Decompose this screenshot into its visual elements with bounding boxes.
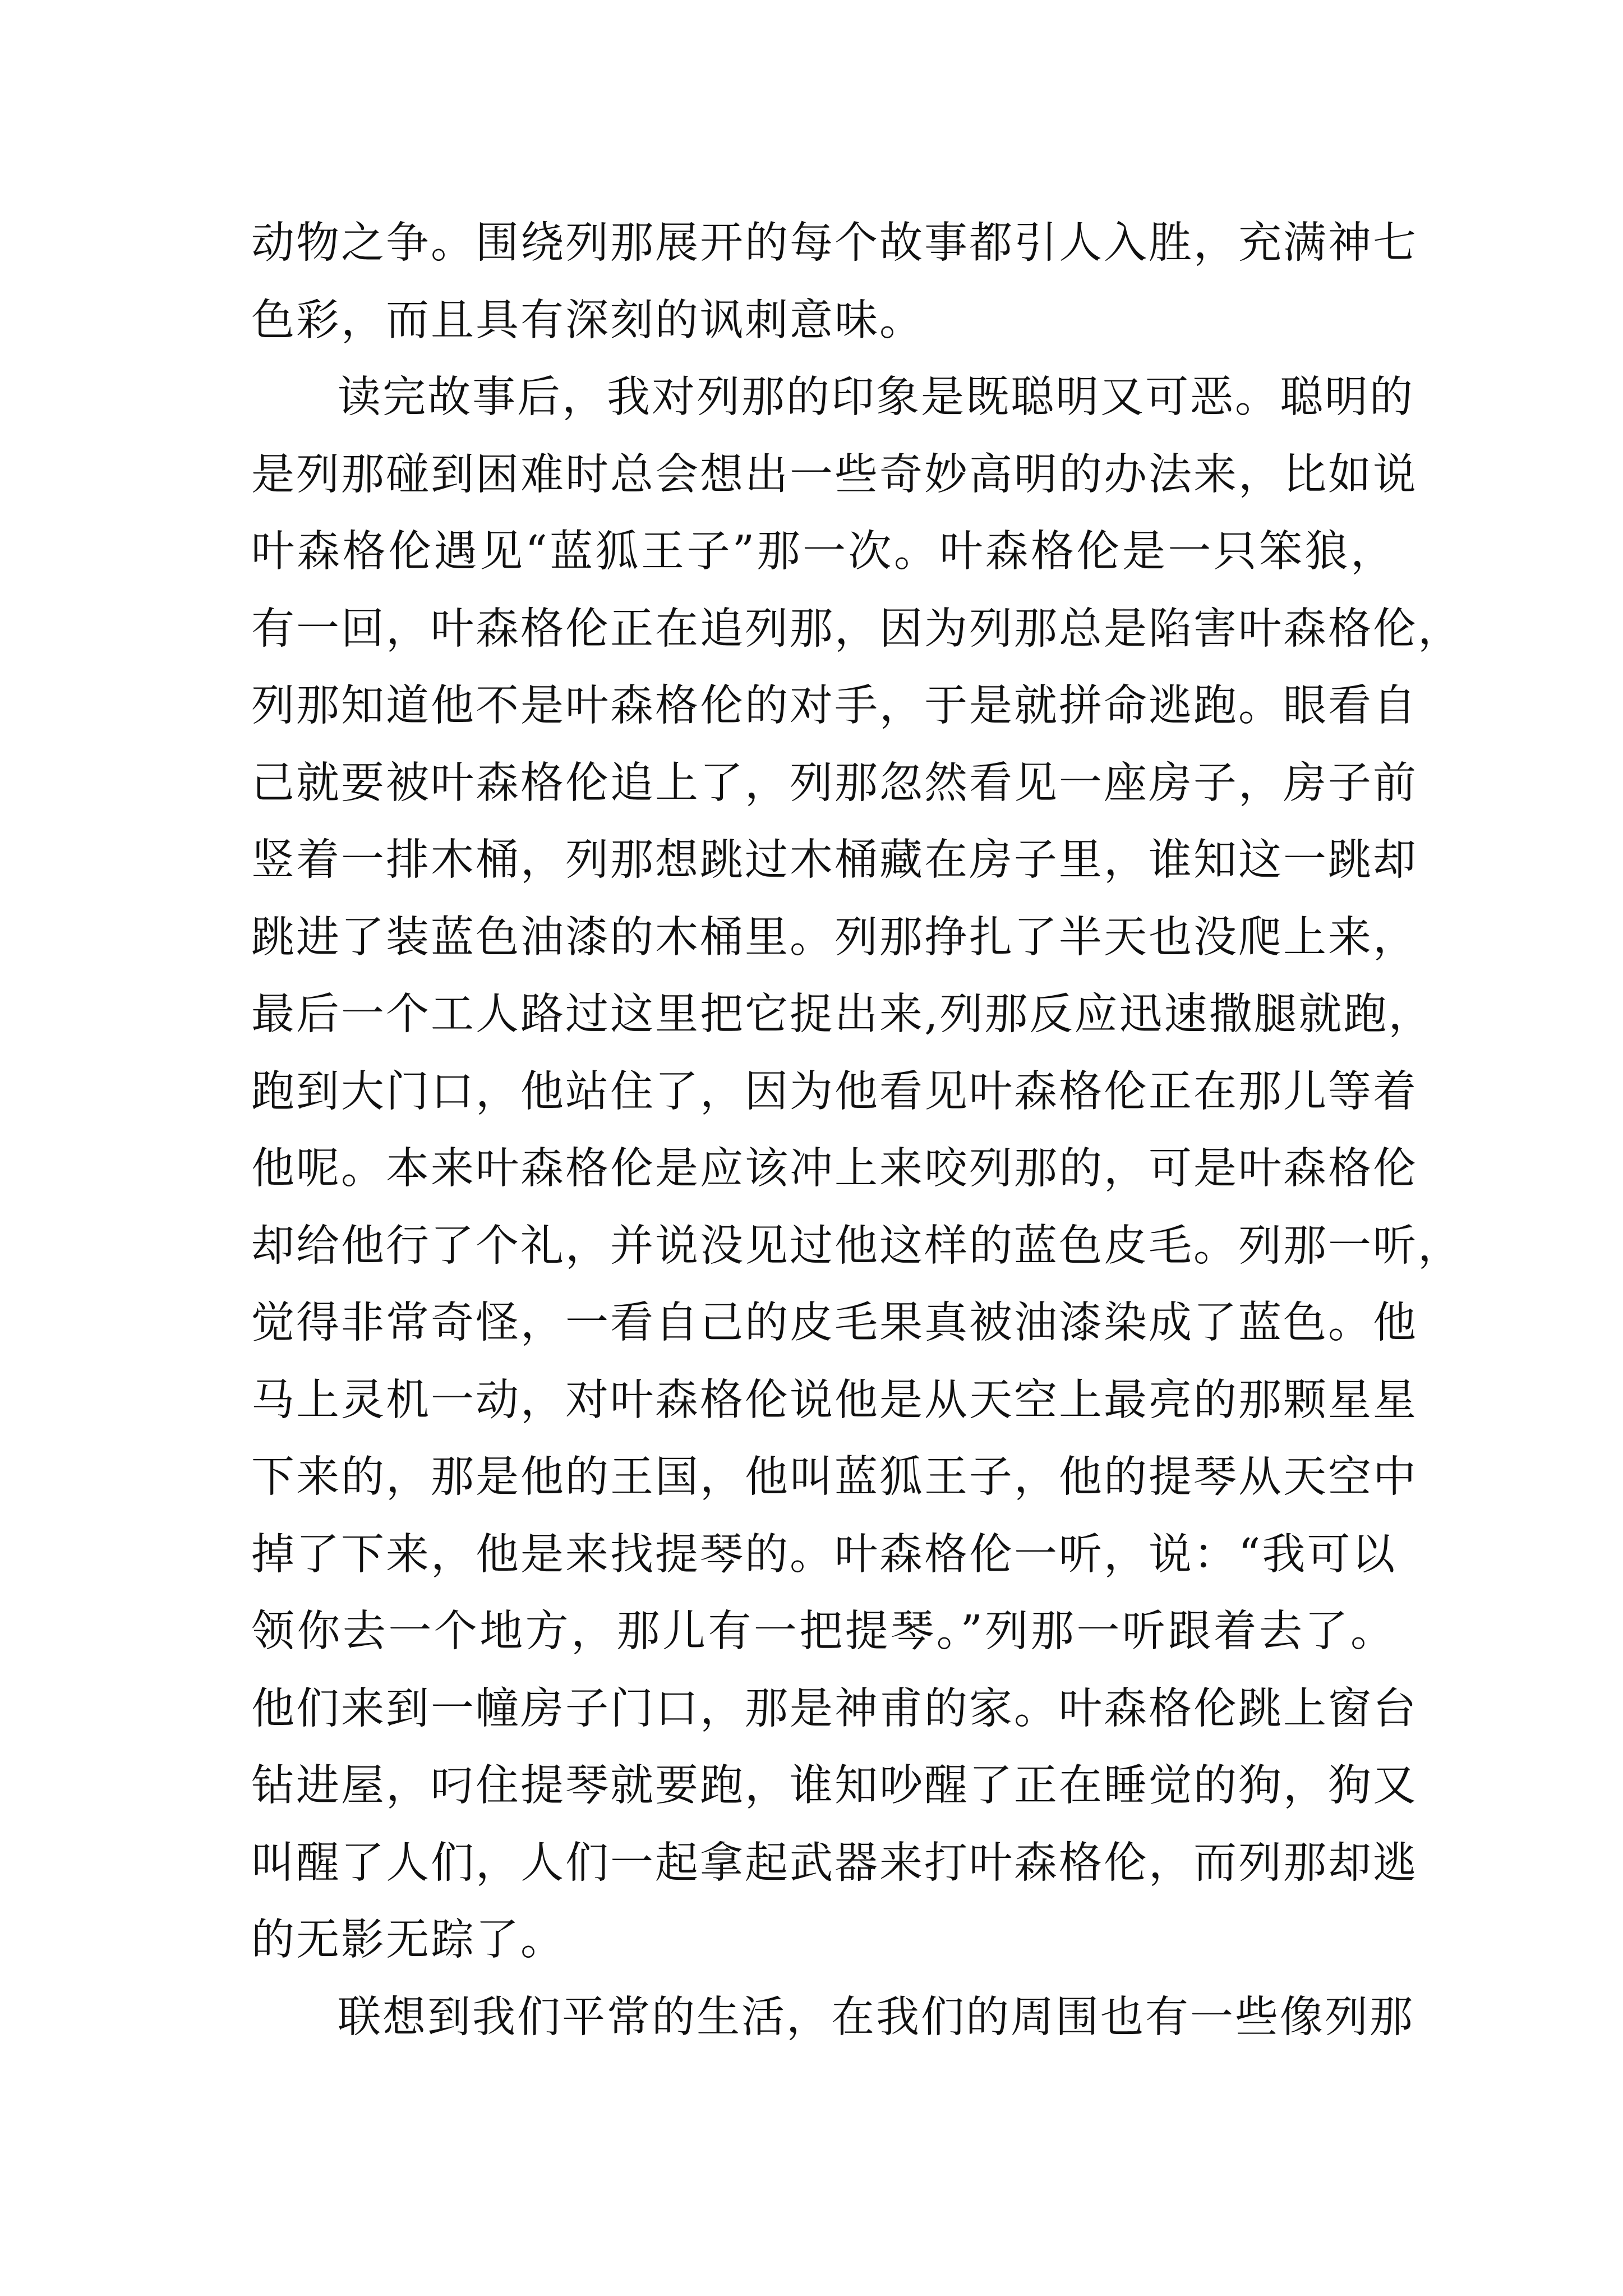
text-line: 动物之争。围绕列那展开的每个故事都引人入胜，充满神七 (251, 218, 1418, 268)
text-line: 叫醒了人们，人们一起拿起武器来打叶森格伦，而列那却逃 (251, 1838, 1418, 1888)
text-line: 马上灵机一动，对叶森格伦说他是从天空上最亮的那颗星星 (251, 1375, 1418, 1425)
text-line: 却给他行了个礼，并说没见过他这样的蓝色皮毛。列那一听， (251, 1221, 1463, 1271)
body-text (251, 205, 1463, 2056)
text-line: 钻进屋，叼住提琴就要跑，谁知吵醒了正在睡觉的狗，狗又 (251, 1761, 1418, 1811)
text-line: 最后一个工人路过这里把它捉出来,列那反应迅速撒腿就跑， (251, 990, 1433, 1039)
text-line: 竖着一排木桶，列那想跳过木桶藏在房子里，谁知这一跳却 (251, 835, 1418, 885)
text-line: 己就要被叶森格伦追上了，列那忽然看见一座房子，房子前 (251, 758, 1418, 808)
text-line: 列那知道他不是叶森格伦的对手，于是就拼命逃跑。眼看自 (251, 681, 1418, 731)
text-line: 读完故事后，我对列那的印象是既聪明又可恶。聪明的 (338, 372, 1414, 422)
text-line: 是列那碰到困难时总会想出一些奇妙高明的办法来，比如说 (251, 449, 1418, 500)
text-line: 跑到大门口，他站住了，因为他看见叶森格伦正在那儿等着 (251, 1066, 1418, 1117)
text-line: 掉了下来，他是来找提琴的。叶森格伦一听，说：“我可以 (251, 1529, 1397, 1580)
text-line: 他呢。本来叶森格伦是应该冲上来咬列那的，可是叶森格伦 (251, 1144, 1418, 1194)
text-line: 有一回，叶森格伦正在追列那，因为列那总是陷害叶森格伦， (251, 604, 1463, 654)
text-line: 觉得非常奇怪，一看自己的皮毛果真被油漆染成了蓝色。他 (251, 1298, 1418, 1348)
text-line: 跳进了装蓝色油漆的木桶里。列那挣扎了半天也没爬上来， (251, 912, 1418, 963)
text-line: 的无影无踪了。 (251, 1915, 565, 1965)
text-line: 他们来到一幢房子门口，那是神甫的家。叶森格伦跳上窗台 (251, 1683, 1418, 1734)
text-line: 色彩，而且具有深刻的讽刺意味。 (251, 295, 924, 346)
text-line: 叶森格伦遇见“蓝狐王子”那一次。叶森格伦是一只笨狼， (251, 527, 1395, 577)
text-line: 联想到我们平常的生活，在我们的周围也有一些像列那 (338, 1992, 1414, 2042)
text-line: 下来的，那是他的王国，他叫蓝狐王子，他的提琴从天空中 (251, 1452, 1418, 1502)
text-line: 领你去一个地方，那儿有一把提琴。”列那一听跟着去了。 (251, 1607, 1395, 1657)
